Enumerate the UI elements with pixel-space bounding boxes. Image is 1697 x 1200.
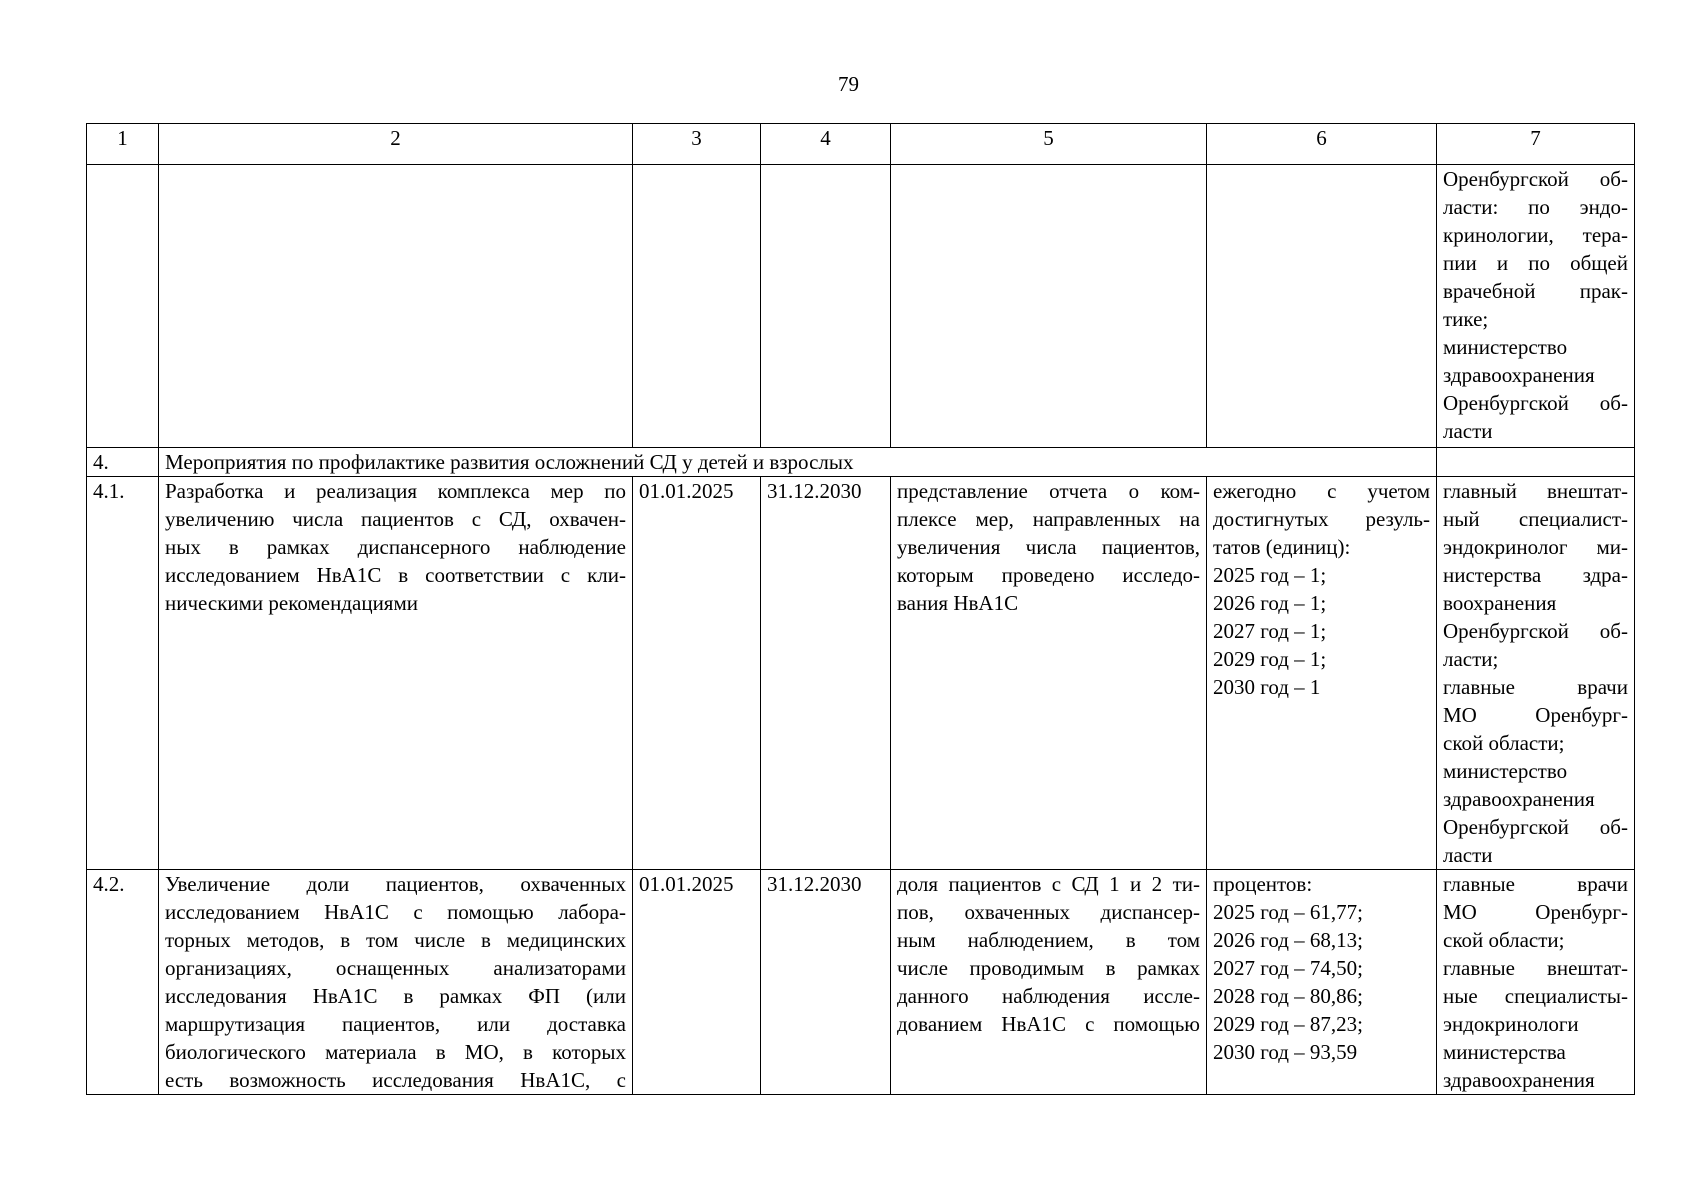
header-cell-5: 5: [891, 124, 1207, 165]
cell-text-line: достигнутых резуль-: [1213, 507, 1430, 531]
cont-cell-3: [633, 165, 761, 448]
cell-text-line: здравоохранения: [1443, 1068, 1595, 1092]
expected-result: [891, 870, 1207, 1095]
cell-text-line: биологического материала в МО, в которых: [165, 1040, 626, 1064]
cell-text-line: 2028 год – 80,86;: [1213, 984, 1364, 1008]
cell-text-line: 2030 год – 93,59: [1213, 1040, 1358, 1064]
cell-text-line: увеличения числа пациентов,: [897, 535, 1200, 559]
cell-text-line: нистерства здра-: [1443, 563, 1628, 587]
cell-text-line: плексе мер, направленных на: [897, 507, 1200, 531]
cell-text-line: ные специалисты-: [1443, 984, 1628, 1008]
cell-text-line: МО Оренбург-: [1443, 900, 1628, 924]
cell-text-line: 2026 год – 1;: [1213, 591, 1327, 615]
cell-text-line: пии и по общей: [1443, 251, 1628, 275]
cell-text-line: торных методов, в том числе в медицинских: [165, 928, 626, 952]
cell-text-line: МО Оренбург-: [1443, 703, 1628, 727]
cell-text-line: исследованием НвА1С с помощью лабора-: [165, 900, 626, 924]
cell-text-line: ных в рамках диспансерного наблюдение: [165, 535, 626, 559]
cell-text-line: дованием НвА1С с помощью: [897, 1012, 1200, 1036]
cell-text-line: исследования НвА1С в рамках ФП (или: [165, 984, 626, 1008]
cell-text-line: ласти: [1443, 419, 1493, 443]
cont-cell-responsible: [1437, 165, 1635, 448]
cell-text-line: министерство: [1443, 759, 1568, 783]
cell-text-line: ежегодно с учетом: [1213, 479, 1430, 503]
expected-result: [891, 477, 1207, 870]
cell-text-line: эндокринолог ми-: [1443, 535, 1628, 559]
cell-text-line: Оренбургской об-: [1443, 167, 1628, 191]
section-number: 4.: [87, 448, 159, 477]
section-title: Мероприятия по профилактике развития осложнений СД у детей и взрослых: [159, 448, 1437, 477]
responsible: [1437, 477, 1635, 870]
start-date: 01.01.2025: [633, 477, 761, 870]
cell-text-line: ласти: [1443, 843, 1493, 867]
cell-text-line: министерства: [1443, 1040, 1566, 1064]
header-cell-7: 7: [1437, 124, 1635, 165]
indicator-values: [1207, 870, 1437, 1095]
header-cell-2: 2: [159, 124, 633, 165]
table-row: [87, 870, 1635, 1095]
cell-text-line: эндокринологи: [1443, 1012, 1579, 1036]
cell-text-line: Оренбургской об-: [1443, 391, 1628, 415]
end-date: 31.12.2030: [761, 477, 891, 870]
measure-description: [159, 870, 633, 1095]
cell-text-line: данного наблюдения иссле-: [897, 984, 1200, 1008]
cont-cell-2: [159, 165, 633, 448]
cell-text-line: главные врачи: [1443, 675, 1628, 699]
cont-cell-6: [1207, 165, 1437, 448]
cell-text-line: татов (единиц):: [1213, 535, 1351, 559]
cell-text-line: исследованием НвА1С в соответствии с кли-: [165, 563, 626, 587]
cell-text-line: ласти: по эндо-: [1443, 195, 1628, 219]
cell-text-line: 2029 год – 87,23;: [1213, 1012, 1364, 1036]
measure-description: [159, 477, 633, 870]
page-number: 79: [838, 72, 859, 96]
cell-text-line: 2025 год – 61,77;: [1213, 900, 1364, 924]
cell-text-line: 2026 год – 68,13;: [1213, 928, 1364, 952]
cell-text-line: воохранения: [1443, 591, 1557, 615]
cell-text-line: 2030 год – 1: [1213, 675, 1321, 699]
cell-text-line: главные внештат-: [1443, 956, 1628, 980]
cell-text-line: ской области;: [1443, 928, 1565, 952]
cell-text-line: 2027 год – 1;: [1213, 619, 1327, 643]
table-row: [87, 477, 1635, 870]
cell-text-line: главный внештат-: [1443, 479, 1628, 503]
cell-text-line: вания НвА1С: [897, 591, 1019, 615]
header-cell-6: 6: [1207, 124, 1437, 165]
cell-text-line: ным наблюдением, в том: [897, 928, 1200, 952]
cell-text-line: 2027 год – 74,50;: [1213, 956, 1364, 980]
header-cell-4: 4: [761, 124, 891, 165]
cell-text-line: главные врачи: [1443, 872, 1628, 896]
cell-text-line: здравоохранения: [1443, 363, 1595, 387]
start-date: 01.01.2025: [633, 870, 761, 1095]
cell-text-line: Оренбургской об-: [1443, 619, 1628, 643]
cell-text-line: ской области;: [1443, 731, 1565, 755]
cell-text-line: Оренбургской об-: [1443, 815, 1628, 839]
measures-table: [86, 123, 1635, 1095]
cell-text-line: здравоохранения: [1443, 787, 1595, 811]
indicator-values: [1207, 477, 1437, 870]
cell-text-line: тике;: [1443, 307, 1489, 331]
cell-text-line: представление отчета о ком-: [897, 479, 1200, 503]
continuation-row: [87, 165, 1635, 448]
cell-text-line: министерство: [1443, 335, 1568, 359]
cont-cell-1: [87, 165, 159, 448]
cell-text-line: организациях, оснащенных анализаторами: [165, 956, 626, 980]
cell-text-line: 2029 год – 1;: [1213, 647, 1327, 671]
header-cell-3: 3: [633, 124, 761, 165]
cell-text-line: увеличению числа пациентов с СД, охвачен-: [165, 507, 626, 531]
cell-text-line: пов, охваченных диспансер-: [897, 900, 1200, 924]
responsible: [1437, 870, 1635, 1095]
cell-text-line: процентов:: [1213, 872, 1313, 896]
section-row: [87, 448, 1635, 477]
cell-text-line: врачебной прак-: [1443, 279, 1628, 303]
cell-text-line: есть возможность исследования НвА1С, с: [165, 1068, 626, 1092]
row-number: 4.1.: [87, 477, 159, 870]
cell-text-line: 2025 год – 1;: [1213, 563, 1327, 587]
cell-text-line: числе проводимым в рамках: [897, 956, 1200, 980]
cell-text-line: ническими рекомендациями: [165, 591, 418, 615]
header-cell-1: 1: [87, 124, 159, 165]
cell-text-line: Разработка и реализация комплекса мер по: [165, 479, 626, 503]
cell-text-line: ный специалист-: [1443, 507, 1628, 531]
cell-text-line: доля пациентов с СД 1 и 2 ти-: [897, 872, 1200, 896]
row-number: 4.2.: [87, 870, 159, 1095]
section-empty-cell: [1437, 448, 1635, 477]
cont-cell-5: [891, 165, 1207, 448]
cont-cell-4: [761, 165, 891, 448]
cell-text-line: ласти;: [1443, 647, 1499, 671]
cell-text-line: которым проведено исследо-: [897, 563, 1200, 587]
cell-text-line: кринологии, тера-: [1443, 223, 1628, 247]
cell-text-line: Увеличение доли пациентов, охваченных: [165, 872, 626, 896]
end-date: 31.12.2030: [761, 870, 891, 1095]
table-header-row: [87, 124, 1635, 165]
cell-text-line: маршрутизация пациентов, или доставка: [165, 1012, 626, 1036]
